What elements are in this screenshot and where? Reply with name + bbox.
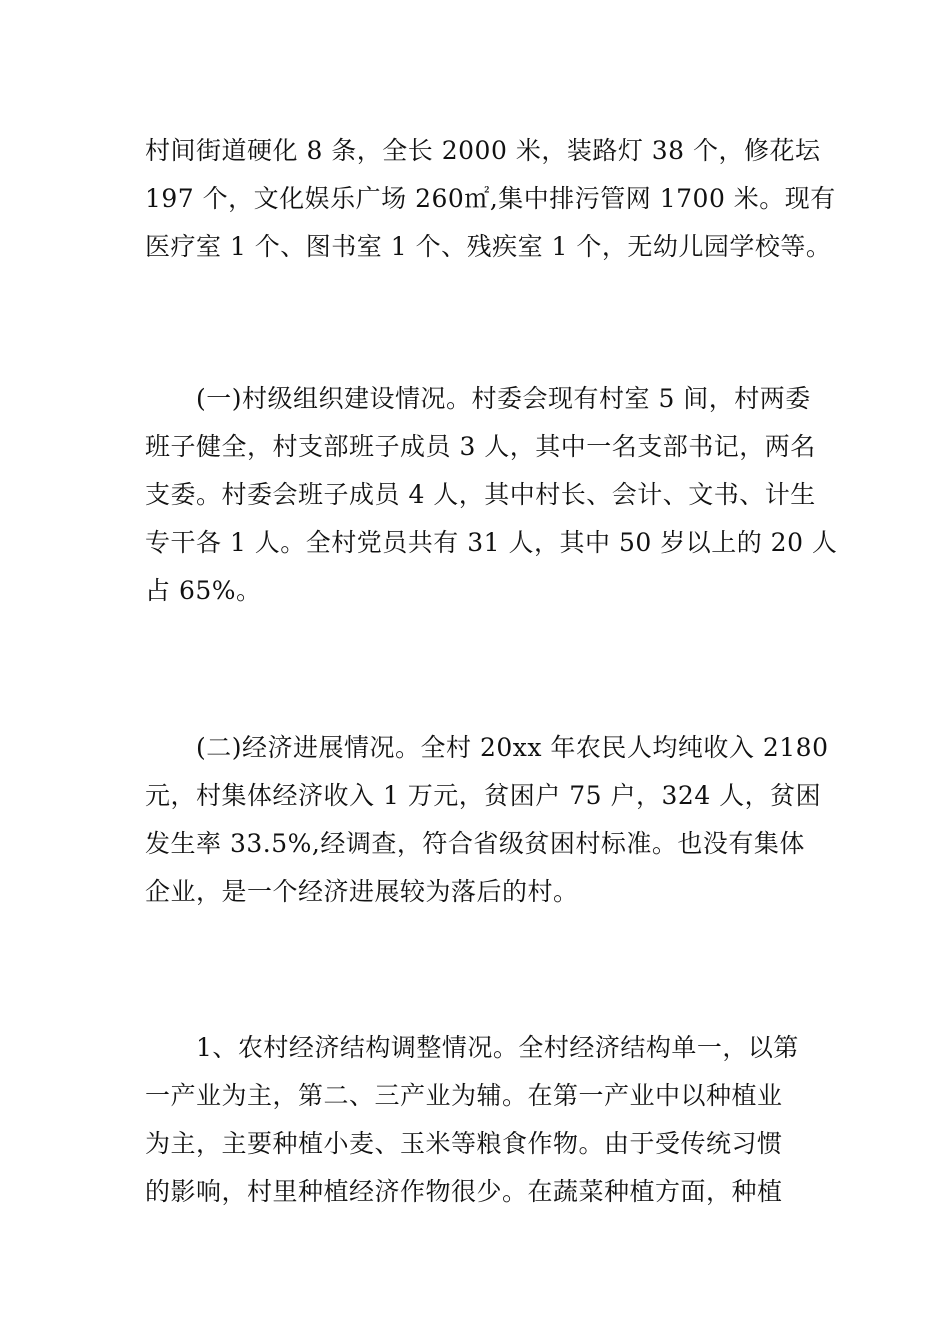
text-line: 占 65%。: [145, 576, 262, 605]
text-line: 村间街道硬化 8 条，全长 2000 米，装路灯 38 个，修花坛: [145, 136, 821, 165]
text-line: 为主，主要种植小麦、玉米等粮食作物。由于受传统习惯: [145, 1129, 783, 1158]
paragraph-economy: [145, 724, 829, 916]
text-line: 元，村集体经济收入 1 万元，贫困户 75 户，324 人，贫困: [145, 781, 822, 810]
text-line: 班子健全，村支部班子成员 3 人，其中一名支部书记，两名: [145, 432, 816, 461]
paragraph-infrastructure: [145, 127, 836, 271]
text-line: 医疗室 1 个、图书室 1 个、残疾室 1 个，无幼儿园学校等。: [145, 232, 832, 261]
text-line: 专干各 1 人。全村党员共有 31 人，其中 50 岁以上的 20 人: [145, 528, 838, 557]
text-line: 发生率 33.5%,经调查，符合省级贫困村标准。也没有集体: [145, 829, 805, 858]
text-line: 的影响，村里种植经济作物很少。在蔬菜种植方面，种植: [145, 1177, 783, 1206]
text-line: 1、农村经济结构调整情况。全村经济结构单一，以第: [145, 1033, 799, 1062]
text-line: 一产业为主，第二、三产业为辅。在第一产业中以种植业: [145, 1081, 783, 1110]
text-line: (二)经济进展情况。全村 20xx 年农民人均纯收入 2180: [145, 733, 829, 762]
text-line: (一)村级组织建设情况。村委会现有村室 5 间，村两委: [145, 384, 811, 413]
paragraph-organization: [145, 375, 838, 615]
text-line: 支委。村委会班子成员 4 人，其中村长、会计、文书、计生: [145, 480, 816, 509]
paragraph-structure: [145, 1024, 810, 1216]
text-line: 企业，是一个经济进展较为落后的村。: [145, 877, 579, 906]
text-line: 197 个，文化娱乐广场 260㎡,集中排污管网 1700 米。现有: [145, 184, 836, 213]
